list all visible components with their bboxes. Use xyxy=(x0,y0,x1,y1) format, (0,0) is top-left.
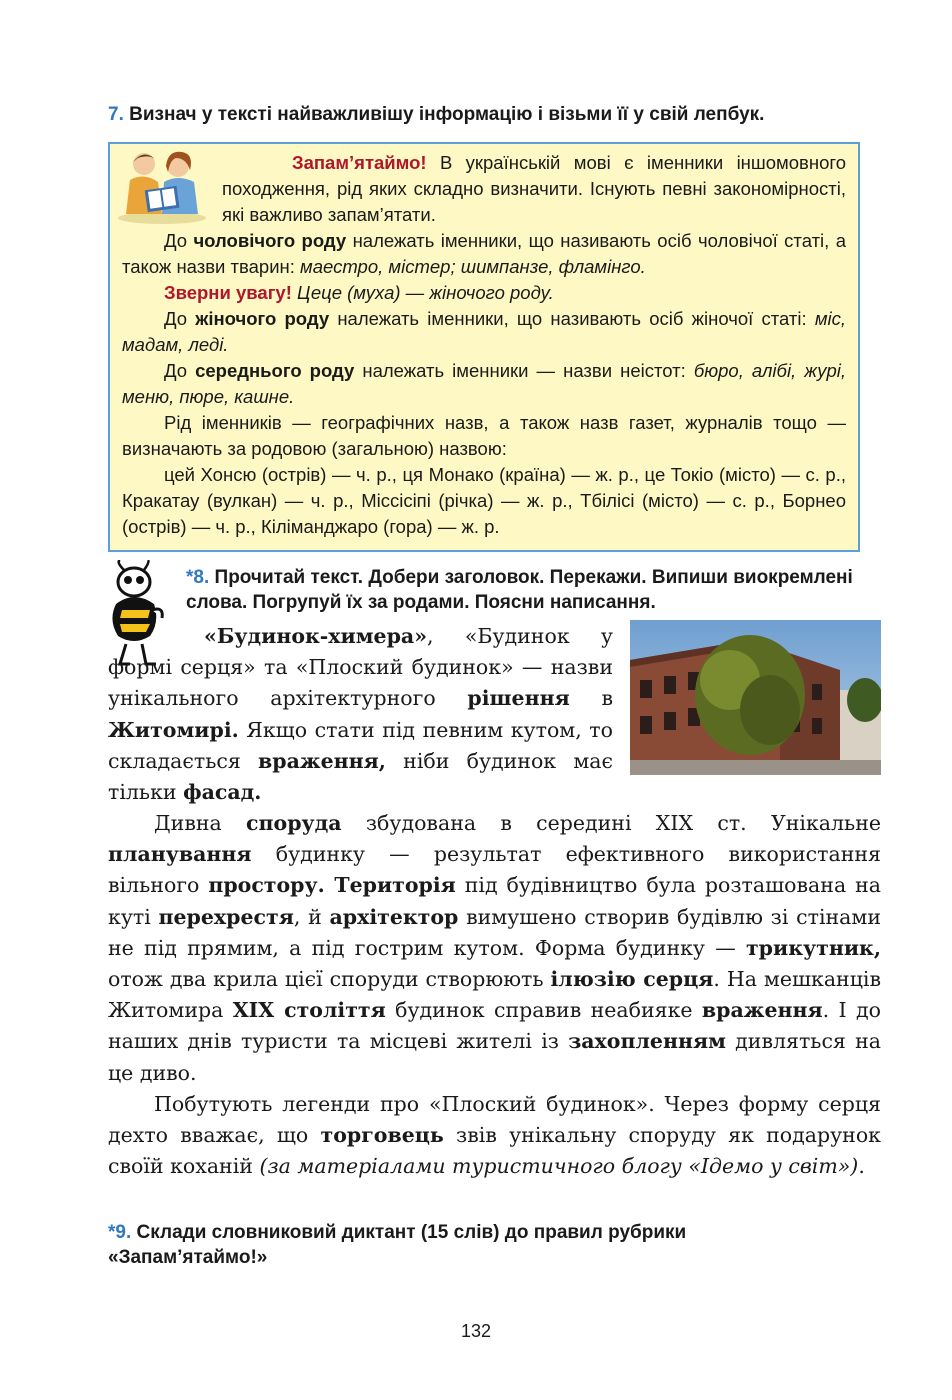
bold-word: рішення xyxy=(467,686,570,711)
feminine-rule xyxy=(122,306,846,358)
bold-word: торговець xyxy=(320,1123,444,1148)
text-continuation xyxy=(108,808,881,1182)
geo-rule: Рід іменників — географічних назв, а також назв газет, журналів тощо — визначають за родовою (загальною) назвою: xyxy=(122,412,846,459)
masculine-term: чоловічого роду xyxy=(193,230,347,251)
task-text: Прочитай текст. Добери заголовок. Перекажи. Випиши виокремлені слова. Погрупуй їх за родами. Поясни написання. xyxy=(186,567,853,613)
task-text: Склади словниковий диктант (15 слів) до правил рубрики «Запам’ятаймо!» xyxy=(108,1222,687,1268)
building-photo xyxy=(630,620,881,775)
text-span: Дивна xyxy=(154,811,247,835)
remember-text: В українській мові є іменники іншомовного походження, рід яких складно визначити. Існують певні закономірності, які важливо запам’ятати. xyxy=(222,152,846,225)
feminine-term: жіночого роду xyxy=(195,308,330,329)
bold-word: «Будинок-химера» xyxy=(204,624,428,648)
attention-text: Цеце (муха) — жіночого роду. xyxy=(291,282,554,303)
text-span: дивляться на це диво. xyxy=(108,1029,881,1085)
geo-examples: цей Хонсю (острів) — ч. р., ця Монако (країна) — ж. р., це Токіо (місто) — с. р., Кракатау (вулкан) — ч. р., Міссісіпі (річка) — ж. р., Тбілісі (місто) — с. р., Борнео (острів) — ч. р., Кіліманджаро (гора) — ж. р. xyxy=(122,464,846,537)
rule-text: До xyxy=(164,360,196,381)
text-span: ніби будинок має тільки xyxy=(108,748,613,805)
text-span: , й xyxy=(293,904,330,929)
rule-text: належать іменники, що називають осіб жіночої статі: xyxy=(329,308,815,329)
page-number: 132 xyxy=(460,1321,492,1341)
rule-box xyxy=(108,142,860,552)
paragraph-2 xyxy=(108,808,881,1089)
task-number: *9. xyxy=(108,1222,132,1243)
neuter-term: середнього роду xyxy=(195,360,355,381)
task-7 xyxy=(108,102,888,127)
masculine-rule xyxy=(122,228,846,280)
task-9 xyxy=(108,1220,848,1270)
bold-word: враження xyxy=(701,998,823,1023)
attention-note xyxy=(122,280,846,306)
bold-word: враження, xyxy=(258,748,386,773)
masculine-examples: маестро, містер; шимпанзе, фламінго. xyxy=(300,256,646,277)
text-span: будинок справив неабияке xyxy=(385,998,702,1023)
bold-word: планування xyxy=(108,842,252,867)
feminine-examples: міс, мадам, леді. xyxy=(122,308,847,355)
remember-label: Запам’ятаймо! xyxy=(292,152,427,173)
attention-label: Зверни увагу! xyxy=(164,282,292,303)
bold-word: Житомирі. xyxy=(108,717,239,742)
text-paragraph-1 xyxy=(108,621,613,808)
bold-word: фасад. xyxy=(183,780,262,805)
bold-word: ХІХ століття xyxy=(232,998,386,1023)
text-span: . І до наших днів туристи та місцеві жителі із xyxy=(108,998,881,1054)
text-span: звів унікальну споруду як подарунок своїй коханій xyxy=(108,1123,881,1179)
rule-text: належать іменники — назви неістот: xyxy=(354,360,694,381)
bold-word: споруда xyxy=(246,811,342,835)
paragraph-3 xyxy=(108,1089,881,1183)
rule-text: До xyxy=(164,308,196,329)
bold-word: ілюзію серця xyxy=(550,967,714,992)
text-span: . xyxy=(858,1154,865,1179)
task-number: *8. xyxy=(186,567,210,588)
bold-word: трикутник, xyxy=(745,935,881,960)
paragraph-1 xyxy=(108,621,613,808)
neuter-rule xyxy=(122,358,846,410)
text-span: Якщо стати під певним кутом, то складається xyxy=(108,717,613,773)
rule-text: належать іменники, що називають осіб чоловічої статі, а також назви тварин: xyxy=(122,230,846,277)
text-span: під будівництво була розташована на куті xyxy=(108,873,881,929)
text-span: збудована в середині ХІХ ст. Унікальне xyxy=(341,811,881,835)
text-span: , «Будинок у формі серця» та «Плоский будинок» — назви унікального архітектурного xyxy=(108,624,613,711)
text-span: . На мешканців Житомира xyxy=(108,967,881,1023)
text-span: будинку — результат ефективного використання вільного xyxy=(108,842,881,898)
bold-word: перехрестя xyxy=(158,904,294,929)
task-number: 7. xyxy=(108,104,124,125)
source-citation: (за матеріалами туристичного блогу «Ідемо у світ») xyxy=(259,1154,859,1179)
task-8 xyxy=(186,565,886,615)
neuter-examples: бюро, алібі, журі, меню, пюре, кашне. xyxy=(122,360,846,407)
text-span: в xyxy=(569,686,614,711)
text-span: вимушено створив будівлю зі стінами не під прямим, а під гострим кутом. Форма будинку — xyxy=(108,904,881,960)
bold-word: простору. Територія xyxy=(208,873,456,898)
bold-word: архітектор xyxy=(329,904,459,929)
task-text: Визнач у тексті найважливішу інформацію і візьми її у свій лепбук. xyxy=(129,104,765,125)
children-reading-illustration xyxy=(116,148,208,224)
remember-paragraph xyxy=(122,150,846,228)
rule-text: До xyxy=(164,230,194,251)
bold-word: захопленням xyxy=(568,1029,726,1054)
text-span: Побутують легенди про «Плоский будинок». Через форму серця дехто вважає, що xyxy=(108,1091,881,1148)
text-span: отож два крила цієї споруди створюють xyxy=(108,967,551,992)
